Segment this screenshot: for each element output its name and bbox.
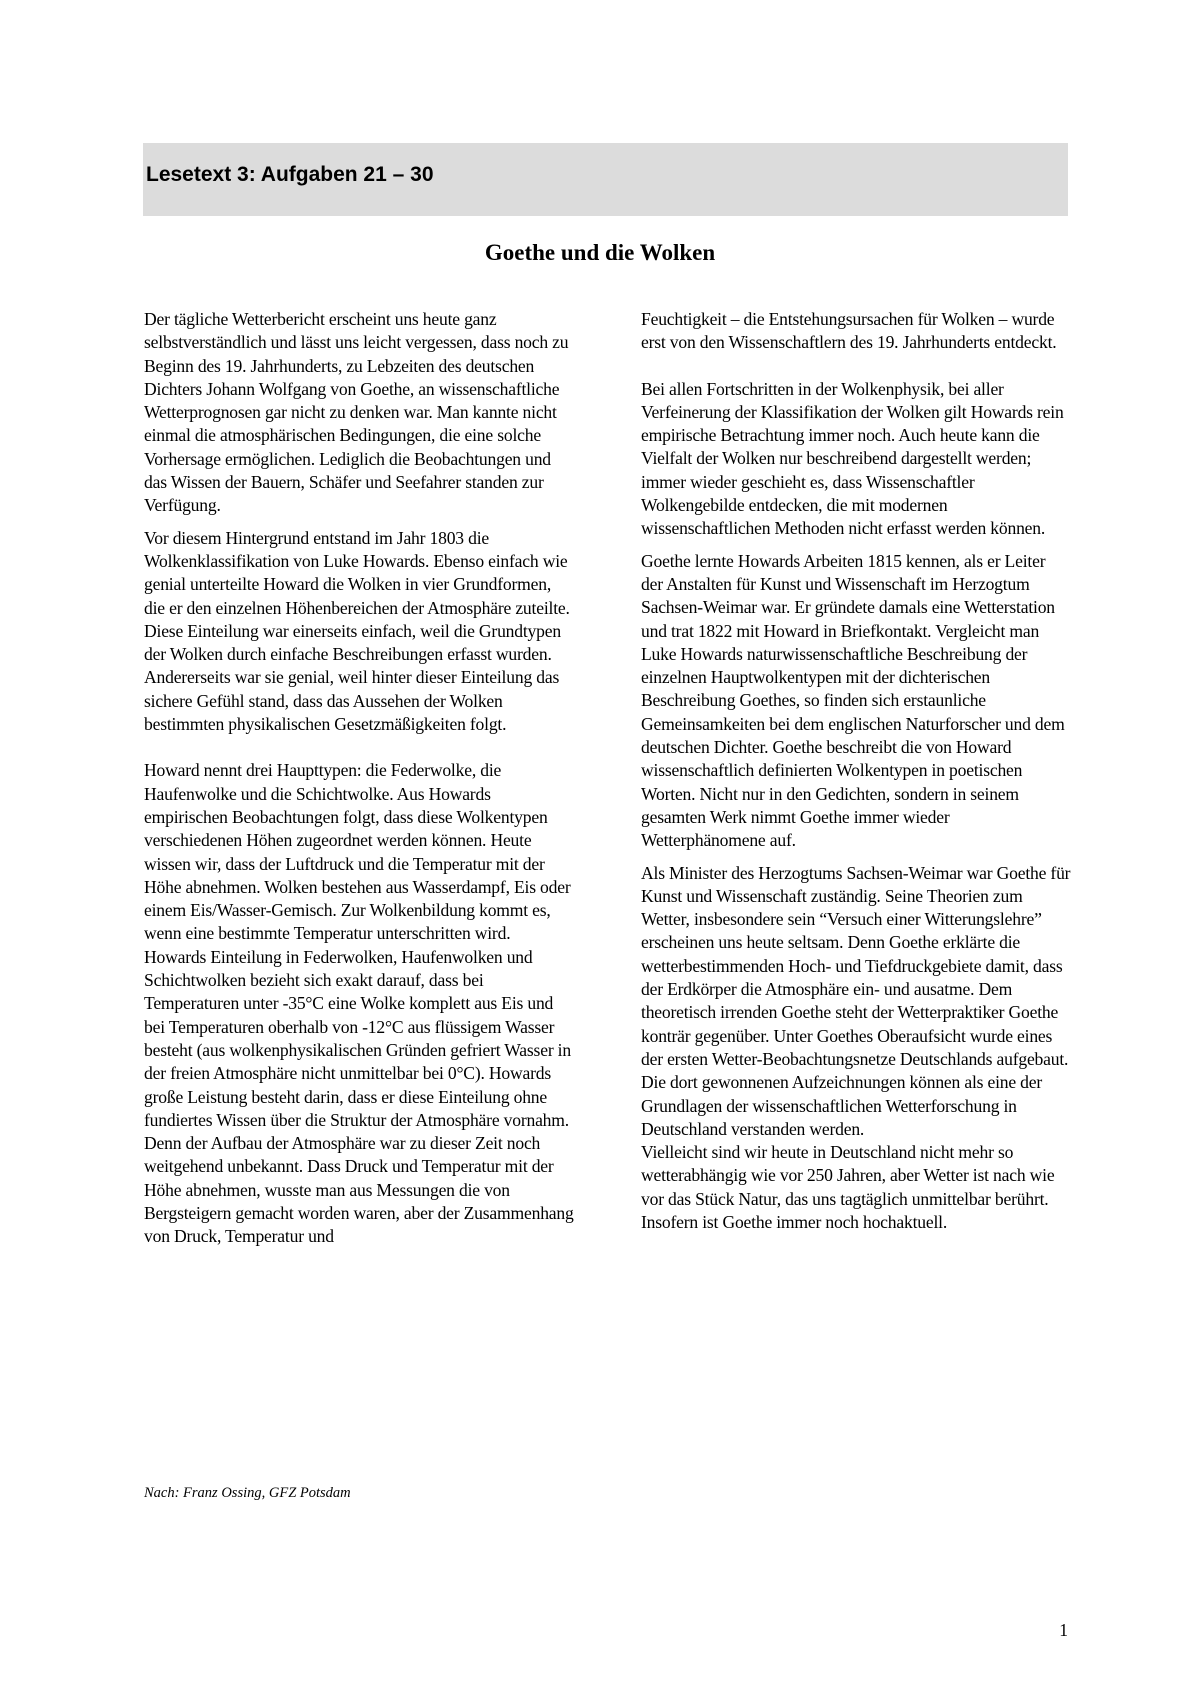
section-header-title: Lesetext 3: Aufgaben 21 – 30: [146, 163, 434, 186]
paragraph: Vor diesem Hintergrund entstand im Jahr 1803 die Wolkenklassifikation von Luke Howards. Ebenso einfach wie genial unterteilte Howard die Wolken in vier Grundformen, die er den einzelnen Höhenbereichen der Atmosphäre zuteilte. Diese Einteilung war einerseits einfach, weil die Grundtypen der Wolken durch einfache Beschreibungen erfasst wurden. Andererseits war sie genial, weil hinter dieser Einteilung das sichere Gefühl stand, dass das Aussehen der Wolken bestimmten physikalischen Gesetzmäßigkeiten folgt.: [144, 527, 570, 735]
paragraph: Als Minister des Herzogtums Sachsen-Weimar war Goethe für Kunst und Wissenschaft zuständig. Seine Theorien zum Wetter, insbesondere sein “Versuch einer Witterungslehre” erscheinen uns heute seltsam. Denn Goethe erklärte die wetterbestimmenden Hoch- und Tiefdruckgebiete damit, dass der Erdkörper die Atmosphäre ein- und ausatme. Dem theoretisch irrenden Goethe steht der Wetterpraktiker Goethe konträr gegenüber. Unter Goethes Oberaufsicht wurde eines der ersten Wetter-Beobachtungsnetze Deutschlands aufgebaut. Die dort gewonnenen Aufzeichnungen können als eine der Grundlagen der wissenschaftlichen Wetterforschung in Deutschland verstanden werden.: [641, 862, 1071, 1139]
left-column: [144, 308, 574, 1249]
paragraph: Feuchtigkeit – die Entstehungsursachen für Wolken – wurde erst von den Wissenschaftlern des 19. Jahrhunderts entdeckt.: [641, 309, 1057, 353]
paragraph: Bei allen Fortschritten in der Wolkenphysik, bei aller Verfeinerung der Klassifikation der Wolken gilt Howards rein empirische Betrachtung immer noch. Auch heute kann die Vielfalt der Wolken nur beschreibend dargestellt werden; immer wieder geschieht es, dass Wissenschaftler Wolkengebilde entdecken, die mit modernen wissenschaftlichen Methoden nicht erfasst werden können.: [641, 378, 1064, 539]
source-citation: Nach: Franz Ossing, GFZ Potsdam: [144, 1485, 351, 1501]
article-title: Goethe und die Wolken: [484, 240, 716, 265]
paragraph: Vielleicht sind wir heute in Deutschland nicht mehr so wetterabhängig wie vor 250 Jahren, aber Wetter ist nach wie vor das Stück Natur, das uns tagtäglich unmittelbar berührt. Insofern ist Goethe immer noch hochaktuell.: [641, 1142, 1055, 1232]
right-column: [641, 308, 1071, 1234]
paragraph: Der tägliche Wetterbericht erscheint uns heute ganz selbstverständlich und lässt uns leicht vergessen, dass noch zu Beginn des 19. Jahrhunderts, zu Lebzeiten des deutschen Dichters Johann Wolfgang von Goethe, an wissenschaftliche Wetterprognosen gar nicht zu denken war. Man kannte nicht einmal die atmosphärischen Bedingungen, die eine solche Vorhersage ermöglichen. Lediglich die Beobachtungen und das Wissen der Bauern, Schäfer und Seefahrer standen zur Verfügung.: [144, 309, 569, 516]
page-number: 1: [1059, 1620, 1068, 1640]
paragraph: Howard nennt drei Haupttypen: die Federwolke, die Haufenwolke und die Schichtwolke. Aus Howards empirischen Beobachtungen folgt, dass diese Wolkentypen verschiedenen Höhen zugeordnet werden können. Heute wissen wir, dass der Luftdruck und die Temperatur mit der Höhe abnehmen. Wolken bestehen aus Wasserdampf, Eis oder einem Eis/Wasser-Gemisch. Zur Wolkenbildung kommt es, wenn eine bestimmte Temperatur unterschritten wird. Howards Einteilung in Federwolken, Haufenwolken und Schichtwolken bezieht sich exakt darauf, dass bei Temperaturen unter -35°C eine Wolke komplett aus Eis und bei Temperaturen oberhalb von -12°C aus flüssigem Wasser besteht (aus wolkenphysikalischen Gründen gefriert Wasser in der freien Atmosphäre nicht unmittelbar bei 0°C). Howards große Leistung besteht darin, dass er diese Einteilung ohne fundiertes Wissen über die Struktur der Atmosphäre vornahm. Denn der Aufbau der Atmosphäre war zu dieser Zeit noch weitgehend unbekannt. Dass Druck und Temperatur mit der Höhe abnehmen, wusste man aus Messungen die von Bergsteigern gemacht worden waren, aber der Zusammenhang von Druck, Temperatur und: [144, 760, 574, 1247]
paragraph: Goethe lernte Howards Arbeiten 1815 kennen, als er Leiter der Anstalten für Kunst und Wissenschaft im Herzogtum Sachsen-Weimar war. Er gründete damals eine Wetterstation und trat 1822 mit Howard in Briefkontakt. Vergleicht man Luke Howards naturwissenschaftliche Beschreibung der einzelnen Hauptwolkentypen mit der dichterischen Beschreibung Goethes, so finden sich erstaunliche Gemeinsamkeiten bei dem englischen Naturforscher und dem deutschen Dichter. Goethe beschreibt die von Howard wissenschaftlich definierten Wolkentypen in poetischen Worten. Nicht nur in den Gedichten, sondern in seinem gesamten Werk nimmt Goethe immer wieder Wetterphänomene auf.: [641, 550, 1065, 851]
section-header-bar: [143, 143, 1068, 216]
